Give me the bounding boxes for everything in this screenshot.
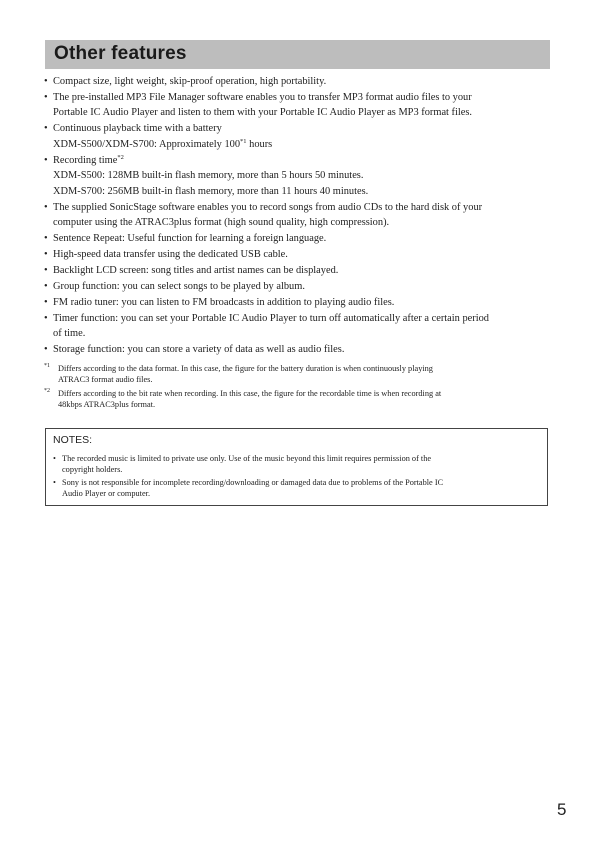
notes-title: NOTES: <box>53 434 93 446</box>
note-text: • Sony is not responsible for incomplete recording/downloading or damaged data due to problems of the Portable IC <box>62 477 444 487</box>
feature-item <box>44 231 556 246</box>
feature-item <box>44 295 556 310</box>
footnote-text: Differs according to the data format. In this case, the figure for the battery duration is when continuously playing <box>58 364 433 373</box>
note-item <box>53 453 543 475</box>
feature-item <box>44 153 556 199</box>
feature-item <box>44 247 556 262</box>
footnote <box>44 363 550 385</box>
section-header-bar <box>45 40 550 69</box>
note-item <box>53 477 543 499</box>
battery-time-unit: hours <box>246 138 273 150</box>
feature-text: • Compact size, light weight, skip-proof operation, high portability. <box>53 76 327 87</box>
notes-list <box>53 453 543 500</box>
footnotes <box>44 363 550 413</box>
feature-subtext <box>53 137 556 152</box>
note-text: Audio Player or computer. <box>62 488 151 498</box>
feature-text: • Timer function: you can set your Portable IC Audio Player to turn off automatically after a certain period <box>53 313 490 325</box>
footnote-ref: *1 <box>240 137 247 145</box>
feature-item <box>44 279 556 294</box>
footnote-text: 48kbps ATRAC3plus format. <box>58 400 156 409</box>
footnote <box>44 388 550 410</box>
feature-item <box>44 121 556 152</box>
feature-text: • Sentence Repeat: Useful function for learning a foreign language. <box>53 233 327 245</box>
section-title: Other features <box>54 43 187 64</box>
feature-item <box>44 200 556 231</box>
footnote-text: Differs according to the bit rate when recording. In this case, the figure for the recordable time is when recording at <box>58 389 442 398</box>
notes-box <box>45 428 548 506</box>
footnote-text: ATRAC3 format audio files. <box>58 375 153 384</box>
feature-item <box>44 342 556 357</box>
feature-text: • Group function: you can select songs to be played by album. <box>53 281 305 293</box>
features-list <box>44 74 556 358</box>
feature-text: • FM radio tuner: you can listen to FM broadcasts in addition to playing audio files. <box>53 297 395 309</box>
feature-item <box>44 311 556 342</box>
feature-item <box>44 263 556 278</box>
feature-subtext: XDM-S500: 128MB built-in flash memory, more than 5 hours 50 minutes. <box>53 170 364 182</box>
note-text: copyright holders. <box>62 465 123 474</box>
footnote-mark: *1 <box>44 363 50 369</box>
feature-text: computer using the ATRAC3plus format (high sound quality, high compression). <box>53 217 390 229</box>
note-text: • The recorded music is limited to private use only. Use of the music beyond this limit requires permission of the <box>62 454 432 463</box>
feature-text: • Storage function: you can store a variety of data as well as audio files. <box>53 344 345 356</box>
feature-item <box>44 90 556 121</box>
page-number: 5 <box>557 800 567 819</box>
feature-text: of time. <box>53 328 86 340</box>
feature-text <box>53 153 556 168</box>
feature-text: • Backlight LCD screen: song titles and artist names can be displayed. <box>53 265 339 277</box>
feature-subtext: XDM-S700: 256MB built-in flash memory, more than 11 hours 40 minutes. <box>53 185 369 197</box>
feature-text: • High-speed data transfer using the dedicated USB cable. <box>53 249 288 261</box>
battery-time-text: XDM-S500/XDM-S700: Approximately 100 <box>53 138 241 150</box>
footnote-ref: *2 <box>117 153 124 161</box>
feature-text: • The supplied SonicStage software enables you to record songs from audio CDs to the hard disk of your <box>53 201 483 213</box>
footnote-mark: *2 <box>44 388 50 394</box>
recording-time-label: Recording time <box>53 154 118 166</box>
feature-text: • Continuous playback time with a battery <box>53 123 222 135</box>
feature-text: • The pre-installed MP3 File Manager software enables you to transfer MP3 format audio files to your <box>53 92 472 103</box>
feature-text: Portable IC Audio Player and listen to them with your Portable IC Audio Player as MP3 format files. <box>53 107 473 119</box>
feature-item <box>44 74 556 89</box>
